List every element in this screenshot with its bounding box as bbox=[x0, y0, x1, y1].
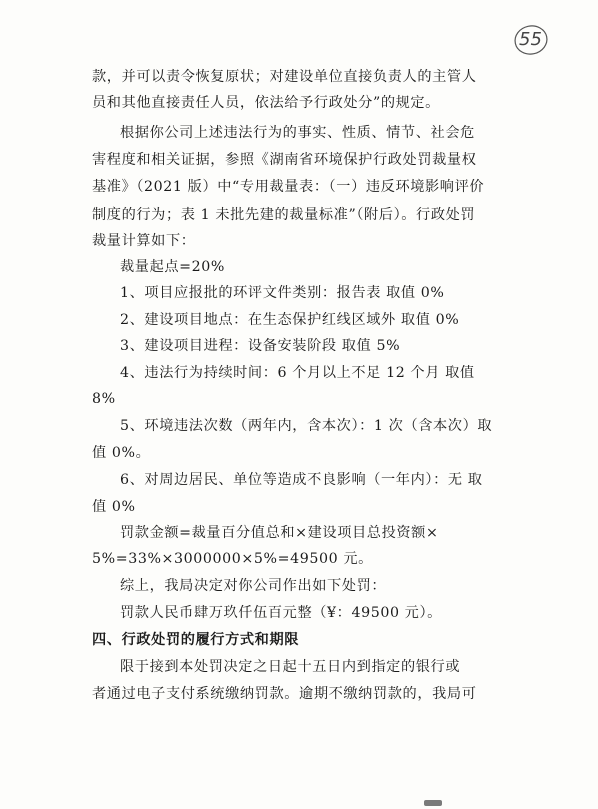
body-line: 款，并可以责令恢复原状；对建设单位直接负责人的主管人 bbox=[92, 69, 477, 85]
body-line: 罚款金额=裁量百分值总和×建设项目总投资额× bbox=[120, 525, 439, 541]
body-line: 罚款人民币肆万玖仟伍百元整（¥：49500 元）。 bbox=[120, 605, 442, 621]
body-line: 1、项目应报批的环评文件类别：报告表 取值 0% bbox=[120, 285, 445, 301]
body-line: 6、对周边居民、单位等造成不良影响（一年内）：无 取 bbox=[120, 472, 483, 488]
body-line: 裁量计算如下： bbox=[92, 233, 196, 249]
body-line: 5、环境违法次数（两年内，含本次）：1 次（含本次）取 bbox=[120, 418, 493, 434]
body-line: 综上，我局决定对你公司作出如下处罚： bbox=[120, 578, 387, 594]
body-line: 8% bbox=[92, 391, 116, 407]
scan-artifact bbox=[424, 800, 442, 806]
body-line: 4、违法行为持续时间：6 个月以上不足 12 个月 取值 bbox=[120, 365, 475, 381]
page-number-text: 55 bbox=[519, 29, 542, 50]
body-line: 裁量起点=20% bbox=[120, 259, 225, 275]
body-line: 值 0% bbox=[92, 499, 136, 515]
body-line: 值 0%。 bbox=[92, 445, 151, 461]
body-line: 基准》（2021 版）中“专用裁量表：（一）违反环境影响评价 bbox=[92, 179, 485, 195]
body-line: 员和其他直接责任人员，依法给予行政处分”的规定。 bbox=[92, 95, 440, 111]
body-line: 制度的行为；表 1 未批先建的裁量标准”（附后）。行政处罚 bbox=[92, 207, 476, 223]
handwritten-page-number bbox=[513, 22, 549, 58]
body-line: 害程度和相关证据，参照《湖南省环境保护行政处罚裁量权 bbox=[92, 152, 477, 168]
body-line: 根据你公司上述违法行为的事实、性质、情节、社会危 bbox=[120, 125, 475, 141]
body-line: 者通过电子支付系统缴纳罚款。逾期不缴纳罚款的，我局可 bbox=[92, 686, 477, 702]
body-line: 5%=33%×3000000×5%=49500 元。 bbox=[92, 551, 373, 567]
body-line: 限于接到本处罚决定之日起十五日内到指定的银行或 bbox=[120, 659, 461, 675]
body-line: 3、建设项目进程：设备安装阶段 取值 5% bbox=[120, 338, 401, 354]
section-heading: 四、行政处罚的履行方式和期限 bbox=[92, 632, 300, 648]
body-line: 2、建设项目地点：在生态保护红线区域外 取值 0% bbox=[120, 312, 460, 328]
